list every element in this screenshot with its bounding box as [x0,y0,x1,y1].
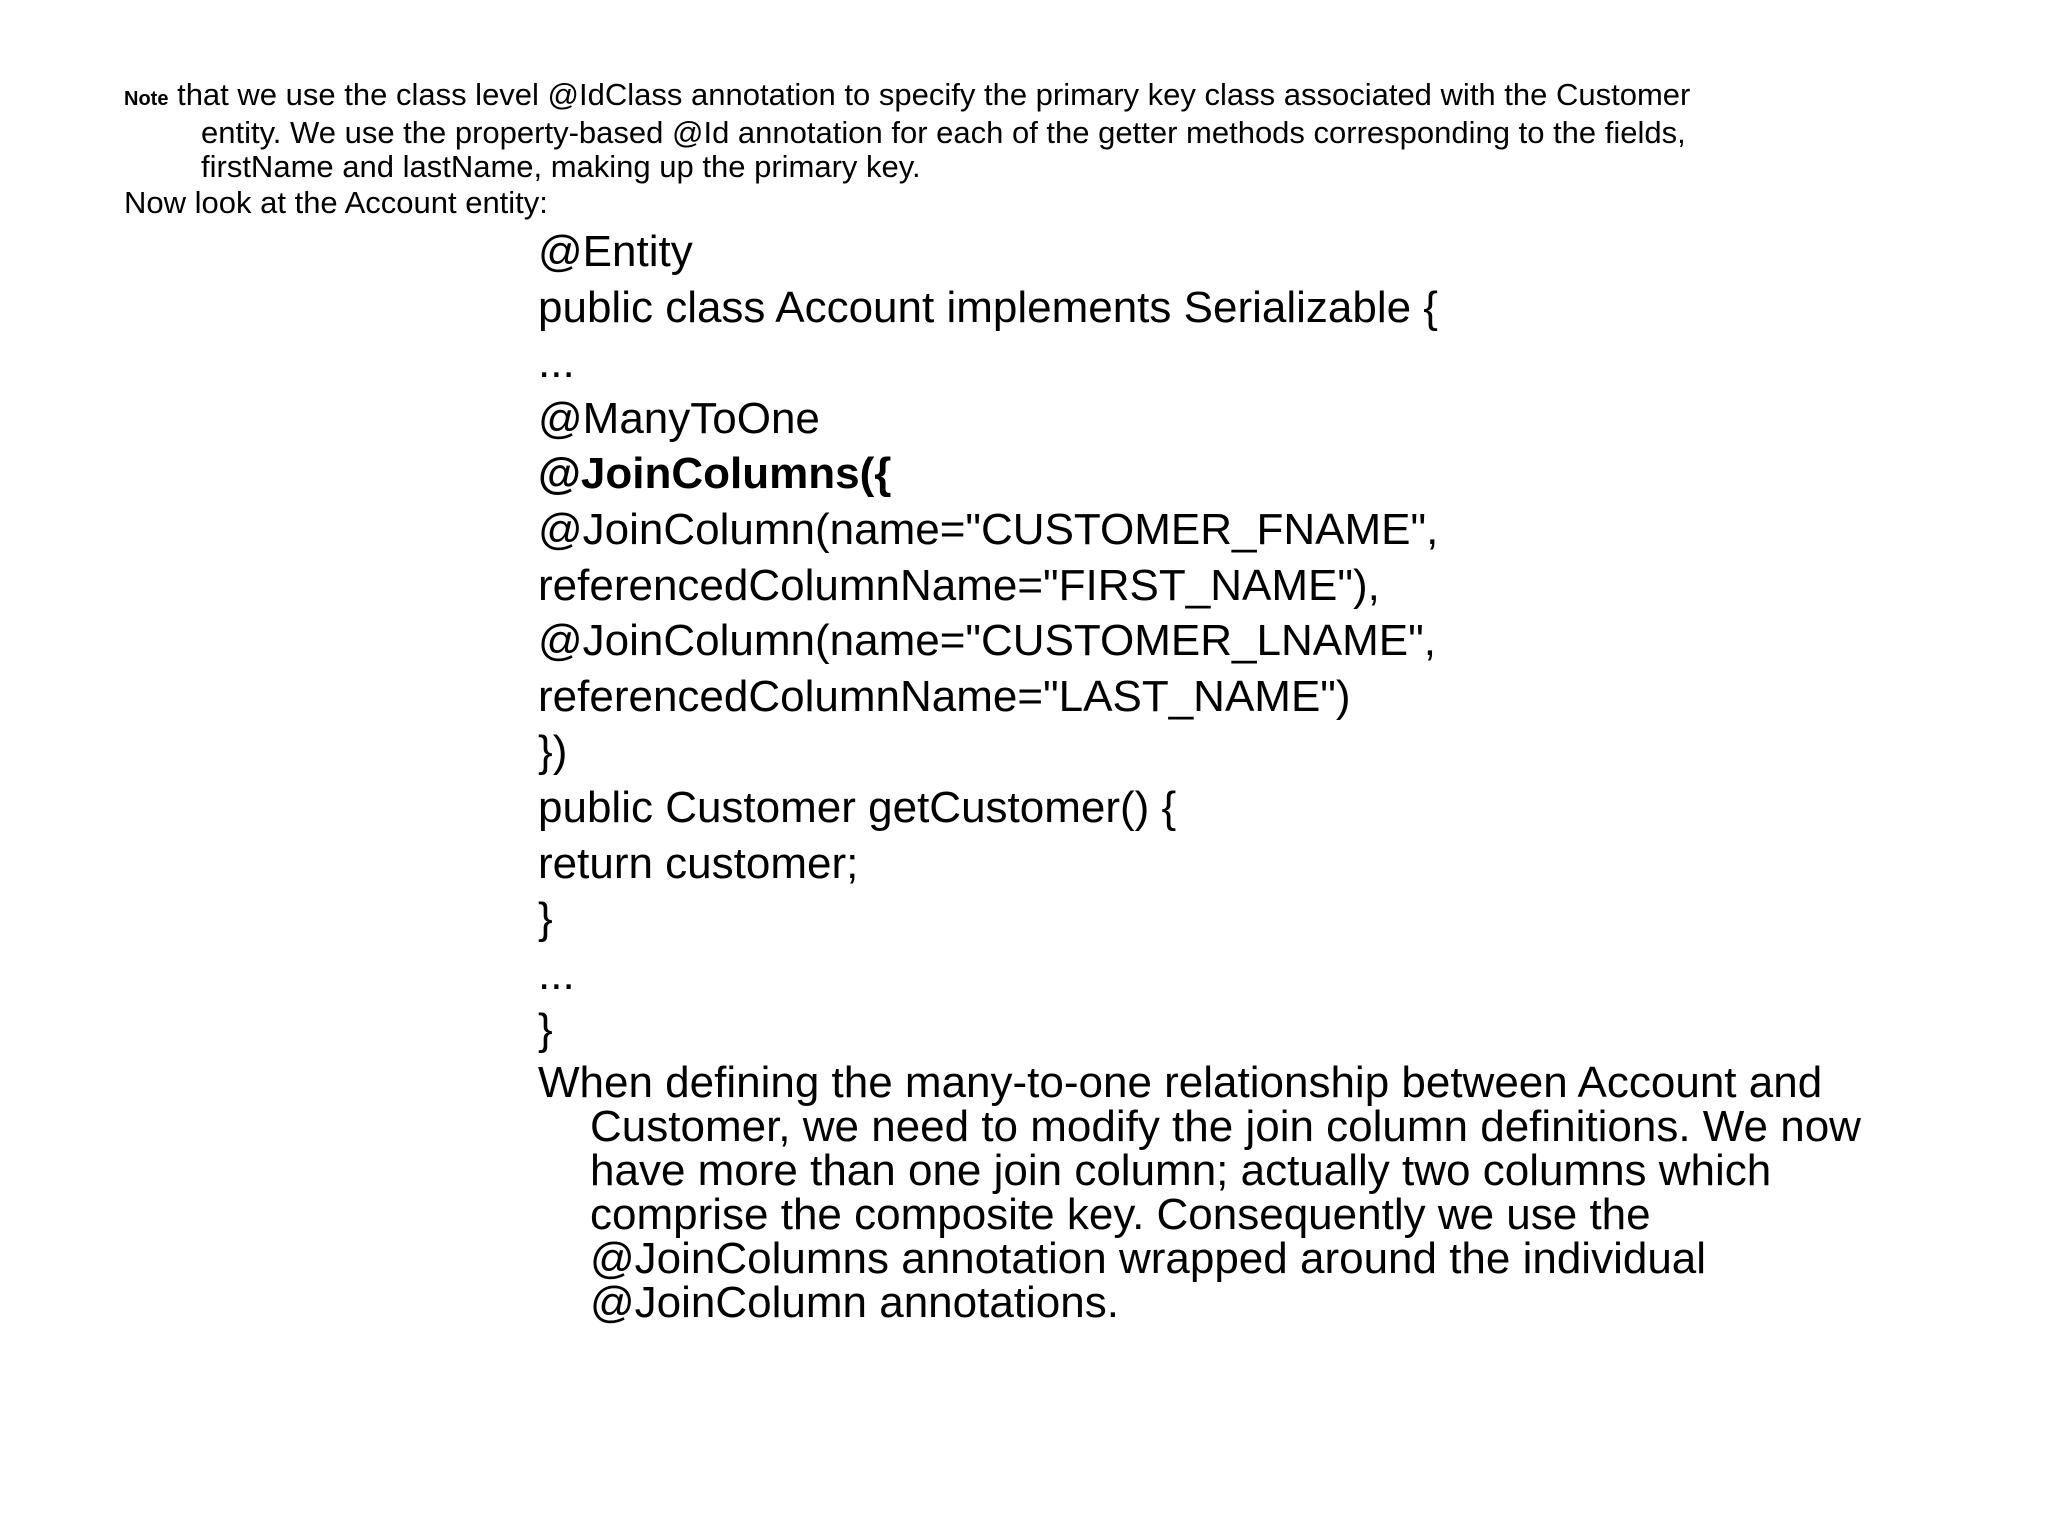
code-line: public Customer getCustomer() { [538,782,1177,832]
code-line: ... [538,338,575,388]
note-line-3: firstName and lastName, making up the primary key. [201,149,921,184]
explanation-paragraph [538,1058,1861,1327]
code-line: referencedColumnName="FIRST_NAME"), [538,560,1380,610]
code-line: ... [538,949,575,999]
code-line: @Entity [538,227,693,276]
intro-text: Now look at the Account entity: [124,185,548,220]
note-line-1 [124,78,1904,116]
note-paragraph [124,78,1904,184]
explanation-line: When defining the many-to-one relationship between Account and [538,1058,1823,1107]
code-line: return customer; [538,838,859,888]
code-line-bold: @JoinColumns({ [538,449,892,499]
code-line: referencedColumnName="LAST_NAME") [538,671,1351,721]
code-line: @ManyToOne [538,393,820,443]
code-line: @JoinColumn(name="CUSTOMER_LNAME", [538,616,1436,666]
explanation-line: Customer, we need to modify the join column definitions. We now [590,1102,1861,1151]
explanation-line: have more than one join column; actually two columns which [590,1146,1772,1195]
code-line: } [538,894,553,944]
code-line: } [538,1005,553,1055]
explanation-line: comprise the composite key. Consequently we use the [590,1190,1651,1239]
code-line: }) [538,727,568,777]
explanation-line: @JoinColumn annotations. [590,1278,1119,1327]
code-block [538,224,1438,1058]
note-line-2: entity. We use the property-based @Id annotation for each of the getter methods corresponding to the fields, [201,115,1686,150]
code-line: public class Account implements Serializable { [538,282,1439,332]
code-line: @JoinColumn(name="CUSTOMER_FNAME", [538,504,1439,554]
note-line-1-text: that we use the class level @IdClass annotation to specify the primary key class associated with the Customer [177,77,1691,112]
explanation-line: @JoinColumns annotation wrapped around the individual [590,1234,1707,1283]
note-label: Note [124,88,169,110]
